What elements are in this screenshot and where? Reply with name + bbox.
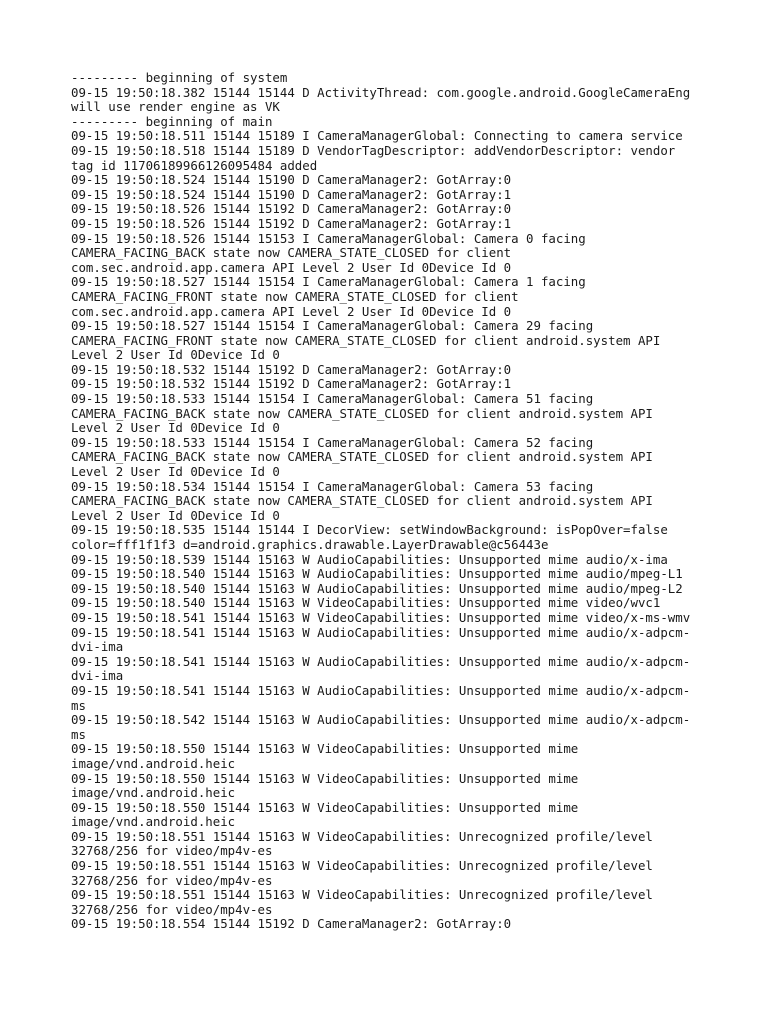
log-line: image/vnd.android.heic — [71, 785, 236, 801]
log-line: Level 2 User Id 0Device Id 0 — [71, 420, 280, 436]
log-line: 09-15 19:50:18.541 15144 15163 W AudioCapabilities: Unsupported mime audio/x-adpcm- — [71, 624, 691, 640]
log-line: 09-15 19:50:18.551 15144 15163 W VideoCapabilities: Unrecognized profile/level — [71, 828, 653, 844]
log-line: dvi-ima — [71, 639, 124, 655]
log-line: 09-15 19:50:18.527 15144 15154 I CameraManagerGlobal: Camera 29 facing — [71, 318, 594, 334]
log-line: 09-15 19:50:18.532 15144 15192 D CameraManager2: GotArray:0 — [71, 361, 512, 377]
log-line: CAMERA_FACING_BACK state now CAMERA_STATE_CLOSED for client — [71, 245, 512, 261]
log-line: 09-15 19:50:18.540 15144 15163 W VideoCapabilities: Unsupported mime video/wvc1 — [71, 595, 661, 611]
log-line: 09-15 19:50:18.550 15144 15163 W VideoCapabilities: Unsupported mime — [71, 770, 579, 786]
log-line: 09-15 19:50:18.550 15144 15163 W VideoCapabilities: Unsupported mime — [71, 799, 579, 815]
log-line: 09-15 19:50:18.518 15144 15189 D VendorTagDescriptor: addVendorDescriptor: vendor — [71, 142, 676, 158]
log-line: 09-15 19:50:18.539 15144 15163 W AudioCapabilities: Unsupported mime audio/x-ima — [71, 551, 668, 567]
log-line: 09-15 19:50:18.526 15144 15192 D CameraManager2: GotArray:0 — [71, 201, 512, 217]
log-line: color=fff1f1f3 d=android.graphics.drawable.LayerDrawable@c56443e — [71, 537, 549, 552]
log-line: 09-15 19:50:18.533 15144 15154 I CameraManagerGlobal: Camera 52 facing — [71, 434, 594, 450]
log-line: 09-15 19:50:18.533 15144 15154 I CameraManagerGlobal: Camera 51 facing — [71, 391, 594, 407]
log-line: ms — [71, 697, 86, 713]
log-line: dvi-ima — [71, 668, 124, 684]
log-line: 09-15 19:50:18.535 15144 15144 I DecorView: setWindowBackground: isPopOver=false — [71, 522, 668, 538]
log-line: com.sec.android.app.camera API Level 2 User Id 0Device Id 0 — [71, 303, 512, 319]
log-line: 09-15 19:50:18.554 15144 15192 D CameraManager2: GotArray:0 — [71, 916, 512, 932]
log-line: CAMERA_FACING_BACK state now CAMERA_STATE_CLOSED for client android.system API — [71, 449, 653, 465]
log-line: CAMERA_FACING_FRONT state now CAMERA_STATE_CLOSED for client android.system API — [71, 332, 661, 348]
log-line: CAMERA_FACING_BACK state now CAMERA_STATE_CLOSED for client android.system API — [71, 493, 653, 509]
log-line: 09-15 19:50:18.541 15144 15163 W AudioCapabilities: Unsupported mime audio/x-adpcm- — [71, 653, 691, 669]
log-line: 32768/256 for video/mp4v-es — [71, 843, 273, 859]
log-line: 09-15 19:50:18.540 15144 15163 W AudioCapabilities: Unsupported mime audio/mpeg-L1 — [71, 566, 683, 582]
log-line: image/vnd.android.heic — [71, 755, 236, 771]
log-line: will use render engine as VK — [71, 99, 280, 115]
log-line: image/vnd.android.heic — [71, 814, 236, 830]
log-line: Level 2 User Id 0Device Id 0 — [71, 347, 280, 363]
log-line: 32768/256 for video/mp4v-es — [71, 872, 273, 888]
log-line: 09-15 19:50:18.541 15144 15163 W VideoCapabilities: Unsupported mime video/x-ms-wmv — [71, 609, 691, 625]
log-line: 09-15 19:50:18.526 15144 15192 D CameraManager2: GotArray:1 — [71, 215, 512, 231]
log-line: Level 2 User Id 0Device Id 0 — [71, 464, 280, 480]
log-line: 09-15 19:50:18.551 15144 15163 W VideoCapabilities: Unrecognized profile/level — [71, 858, 653, 874]
log-line: 09-15 19:50:18.532 15144 15192 D CameraManager2: GotArray:1 — [71, 376, 512, 392]
log-line: 32768/256 for video/mp4v-es — [71, 901, 273, 917]
log-line: --------- beginning of system — [71, 70, 288, 85]
log-line: 09-15 19:50:18.382 15144 15144 D ActivityThread: com.google.android.GoogleCameraEng — [71, 84, 691, 100]
log-line: ms — [71, 726, 86, 742]
log-line: 09-15 19:50:18.542 15144 15163 W AudioCapabilities: Unsupported mime audio/x-adpcm- — [71, 712, 691, 728]
log-line: Level 2 User Id 0Device Id 0 — [71, 507, 280, 523]
log-line: 09-15 19:50:18.551 15144 15163 W VideoCapabilities: Unrecognized profile/level — [71, 887, 653, 903]
log-line: tag id 11706189966126095484 added — [71, 157, 318, 173]
log-line: CAMERA_FACING_BACK state now CAMERA_STATE_CLOSED for client android.system API — [71, 405, 653, 421]
log-line: 09-15 19:50:18.524 15144 15190 D CameraManager2: GotArray:0 — [71, 172, 512, 188]
log-line: --------- beginning of main — [71, 113, 273, 129]
log-text-block — [71, 71, 731, 932]
log-line: CAMERA_FACING_FRONT state now CAMERA_STATE_CLOSED for client — [71, 288, 519, 304]
log-line: 09-15 19:50:18.550 15144 15163 W VideoCapabilities: Unsupported mime — [71, 741, 579, 757]
log-line: 09-15 19:50:18.534 15144 15154 I CameraManagerGlobal: Camera 53 facing — [71, 478, 594, 494]
log-line: 09-15 19:50:18.541 15144 15163 W AudioCapabilities: Unsupported mime audio/x-adpcm- — [71, 682, 691, 698]
log-line: 09-15 19:50:18.527 15144 15154 I CameraManagerGlobal: Camera 1 facing — [71, 274, 586, 290]
log-line: 09-15 19:50:18.540 15144 15163 W AudioCapabilities: Unsupported mime audio/mpeg-L2 — [71, 580, 683, 596]
log-line: 09-15 19:50:18.526 15144 15153 I CameraManagerGlobal: Camera 0 facing — [71, 230, 586, 246]
log-line: 09-15 19:50:18.524 15144 15190 D CameraManager2: GotArray:1 — [71, 186, 512, 202]
log-line: 09-15 19:50:18.511 15144 15189 I CameraManagerGlobal: Connecting to camera service — [71, 128, 683, 144]
log-line: com.sec.android.app.camera API Level 2 User Id 0Device Id 0 — [71, 259, 512, 275]
